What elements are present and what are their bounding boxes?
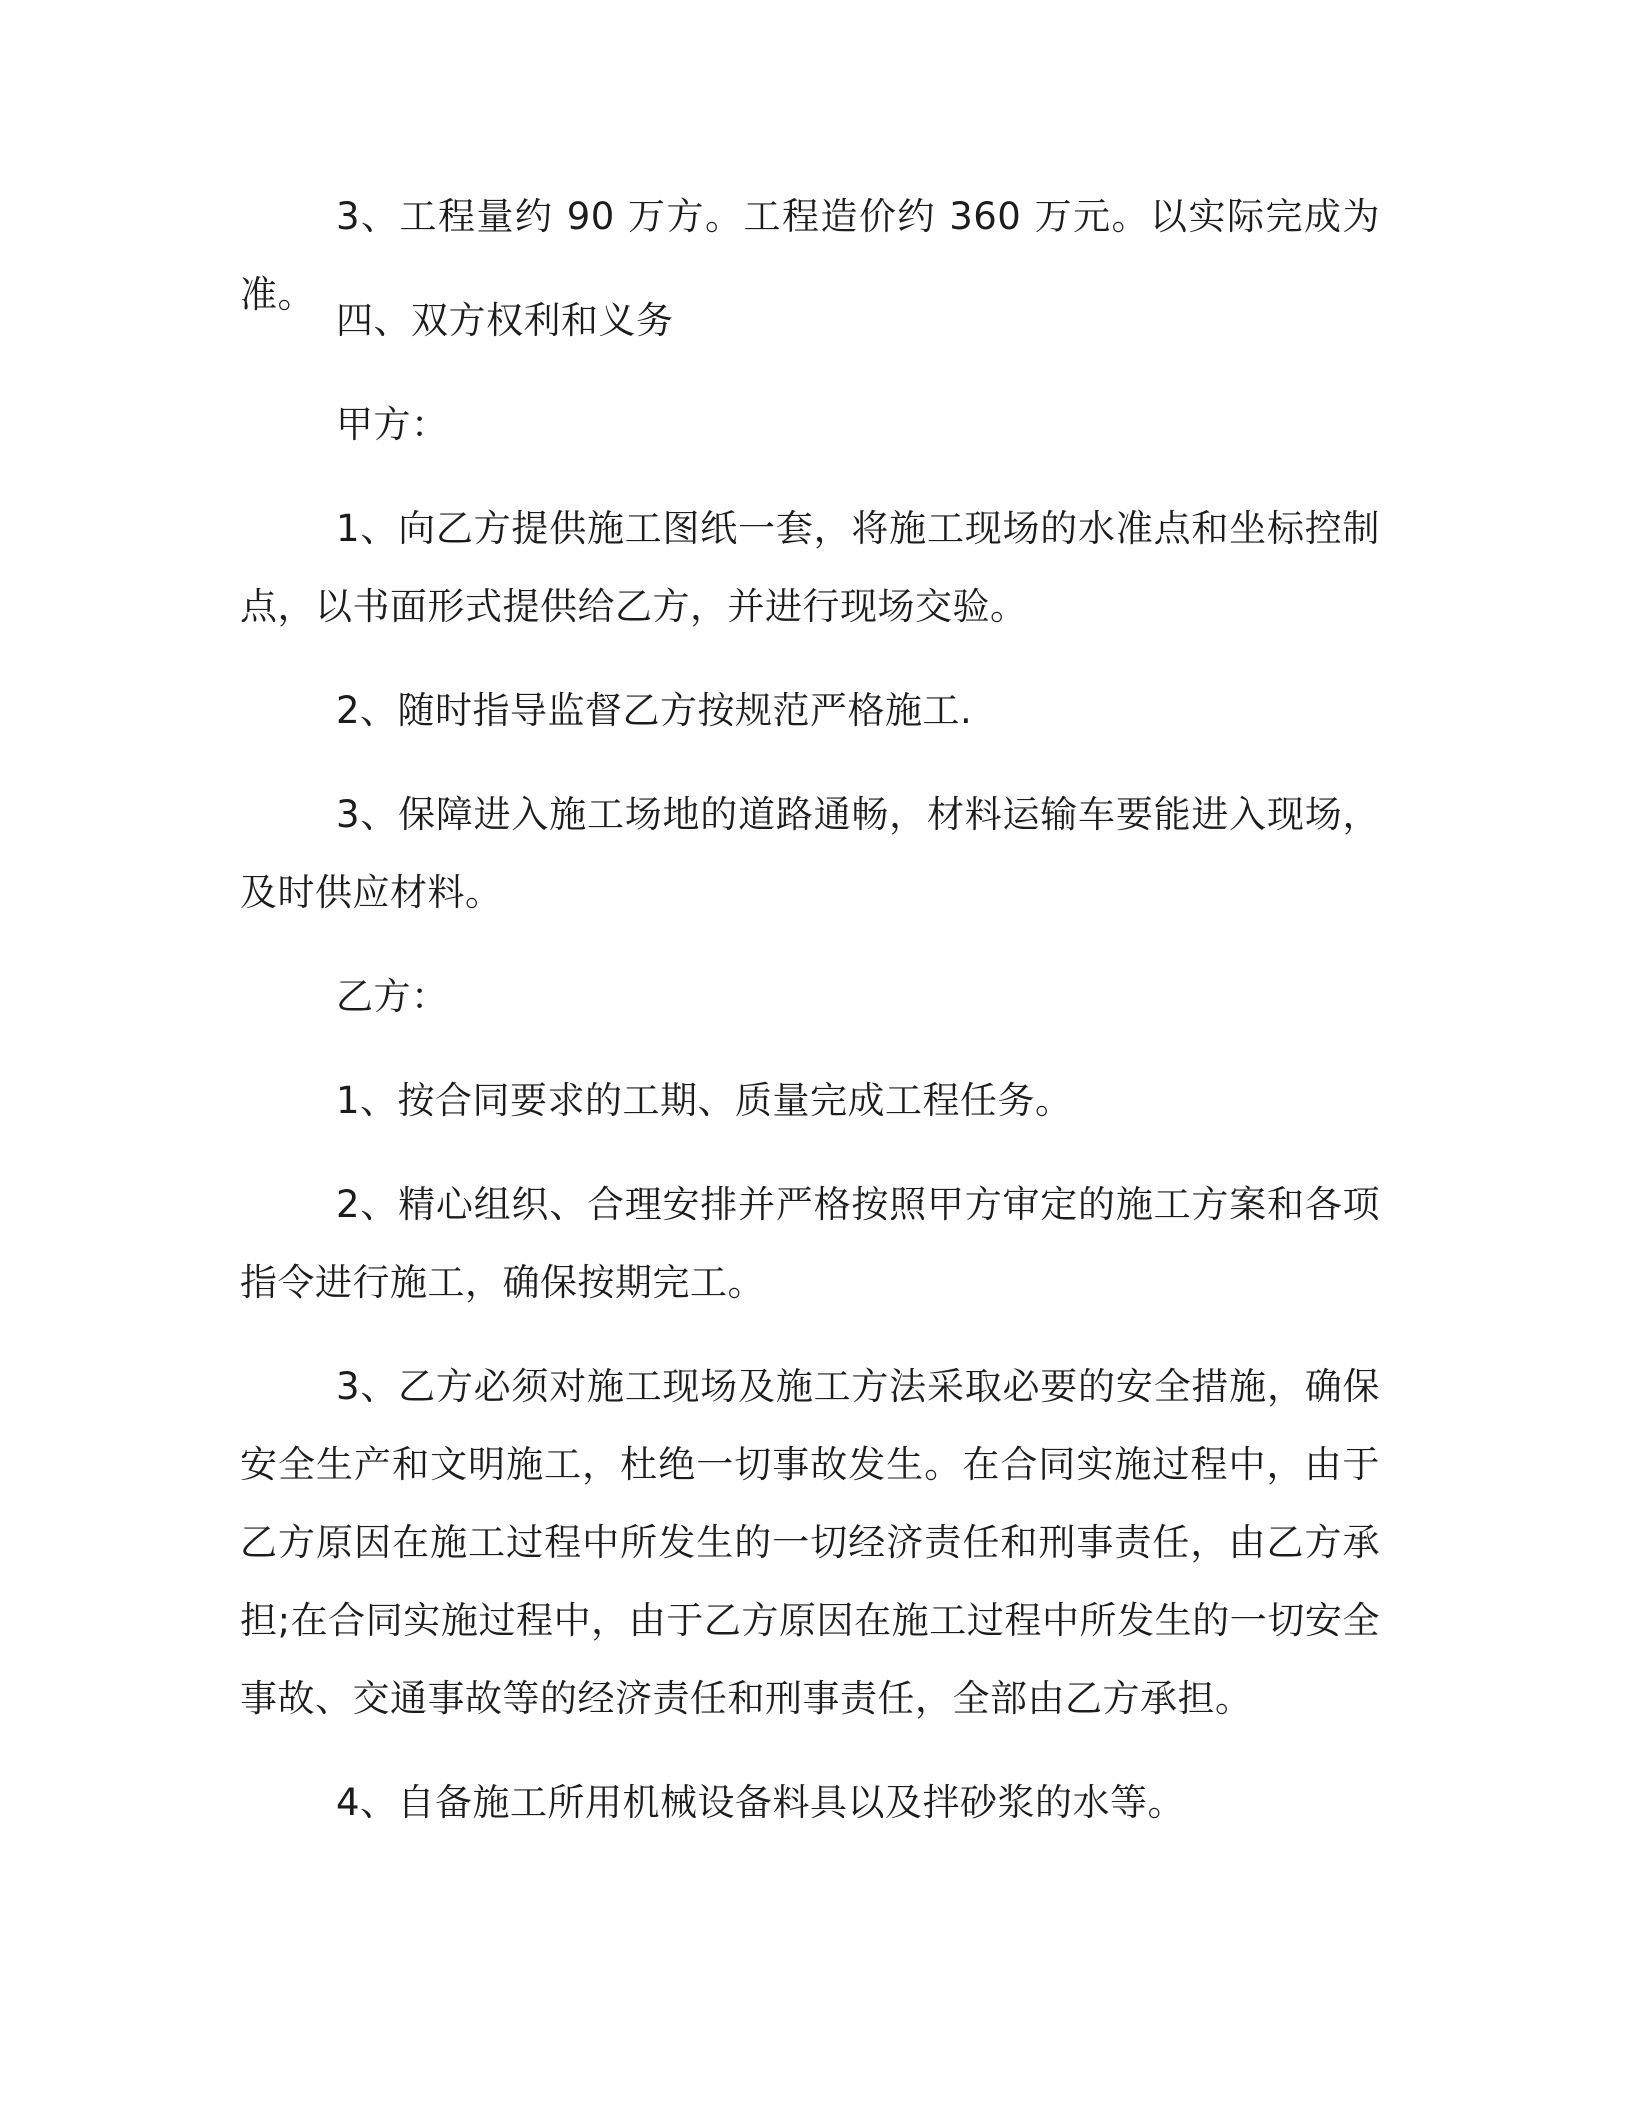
- party-b-item-4: [240, 1764, 1380, 1842]
- party-b-item-3: [240, 1348, 1380, 1738]
- list-item: 1、按合同要求的工期、质量完成工程任务。: [336, 1079, 1073, 1122]
- section-heading-rights-obligations: [240, 282, 1380, 360]
- list-item: 2、随时指导监督乙方按规范严格施工.: [336, 689, 973, 732]
- party-b-item-1: [240, 1062, 1380, 1140]
- list-item: 4、自备施工所用机械设备料具以及拌砂浆的水等。: [336, 1781, 1186, 1824]
- list-item: 1、向乙方提供施工图纸一套，将施工现场的水准点和坐标控制点，以书面形式提供给乙方，并进行现场交验。: [240, 507, 1380, 628]
- party-a-item-2: [240, 672, 1380, 750]
- section-heading: 四、双方权利和义务: [336, 299, 674, 342]
- party-a-heading: [240, 386, 1380, 464]
- party-b-heading: [240, 958, 1380, 1036]
- list-item: 3、乙方必须对施工现场及施工方法采取必要的安全措施，确保安全生产和文明施工，杜绝一切事故发生。在合同实施过程中，由于乙方原因在施工过程中所发生的一切经济责任和刑事责任，由乙方承担;在合同实施过程中，由于乙方原因在施工过程中所发生的一切安全事故、交通事故等的经济责任和刑事责任，全部由乙方承担。: [240, 1365, 1380, 1720]
- party-a-item-1: [240, 490, 1380, 646]
- party-label: 乙方：: [336, 975, 449, 1018]
- party-label: 甲方：: [336, 403, 449, 446]
- party-a-item-3: [240, 776, 1380, 932]
- list-item: 2、精心组织、合理安排并严格按照甲方审定的施工方案和各项指令进行施工，确保按期完工。: [240, 1183, 1380, 1304]
- party-b-item-2: [240, 1166, 1380, 1322]
- paragraph: 3、工程量约 90 万方。工程造价约 360 万元。以实际完成为准。: [240, 195, 1380, 316]
- list-item: 3、保障进入施工场地的道路通畅，材料运输车要能进入现场，及时供应材料。: [240, 793, 1380, 914]
